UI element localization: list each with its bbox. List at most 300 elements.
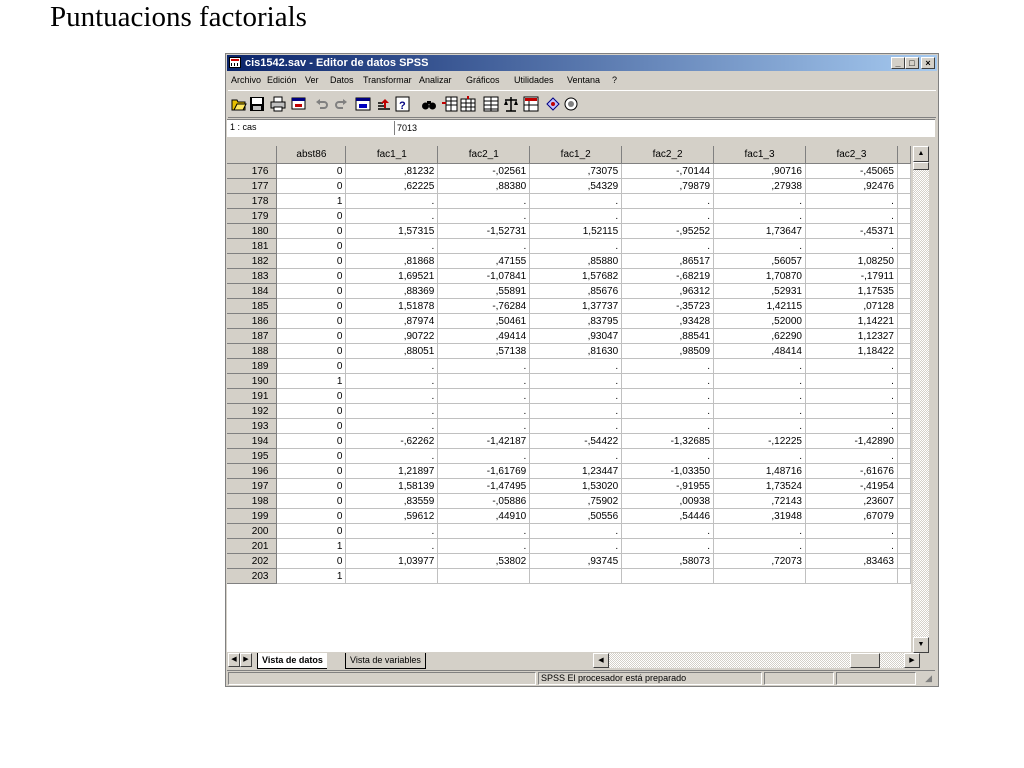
data-cell[interactable]: . <box>806 209 898 224</box>
data-cell[interactable]: ,72143 <box>714 494 806 509</box>
data-cell[interactable]: . <box>438 374 530 389</box>
data-cell[interactable]: . <box>806 404 898 419</box>
data-cell[interactable]: . <box>438 389 530 404</box>
data-cell[interactable]: . <box>346 524 438 539</box>
data-cell[interactable]: 0 <box>277 224 346 239</box>
data-cell[interactable]: . <box>714 209 806 224</box>
print-icon[interactable] <box>270 96 286 112</box>
data-cell[interactable]: 1,42115 <box>714 299 806 314</box>
maximize-button[interactable]: □ <box>905 57 919 69</box>
data-cell[interactable]: ,50556 <box>530 509 622 524</box>
menu-transformar[interactable]: Transformar <box>363 75 412 85</box>
data-cell[interactable]: ,96312 <box>622 284 714 299</box>
save-icon[interactable] <box>249 96 265 112</box>
weight-cases-icon[interactable] <box>503 96 519 112</box>
data-cell[interactable]: 1,18422 <box>806 344 898 359</box>
data-cell[interactable]: . <box>346 404 438 419</box>
data-cell[interactable]: 0 <box>277 314 346 329</box>
scroll-right-arrow-icon[interactable]: ▶ <box>904 653 920 668</box>
data-cell[interactable]: . <box>622 209 714 224</box>
data-cell[interactable]: 1,17535 <box>806 284 898 299</box>
data-cell[interactable]: . <box>714 449 806 464</box>
data-cell[interactable]: -1,42890 <box>806 434 898 449</box>
data-cell[interactable]: ,73075 <box>530 164 622 179</box>
row-number[interactable]: 177 <box>227 179 277 194</box>
column-header-fac1_2[interactable]: fac1_2 <box>530 146 622 164</box>
data-grid <box>227 146 911 652</box>
data-cell[interactable]: -1,07841 <box>438 269 530 284</box>
data-cell[interactable]: -,70144 <box>622 164 714 179</box>
undo-icon[interactable] <box>314 96 330 112</box>
data-cell[interactable]: . <box>438 404 530 419</box>
data-cell[interactable]: . <box>438 539 530 554</box>
data-cell[interactable]: 0 <box>277 494 346 509</box>
data-cell[interactable]: ,87974 <box>346 314 438 329</box>
data-cell[interactable]: . <box>346 239 438 254</box>
data-cell[interactable]: -1,03350 <box>622 464 714 479</box>
data-cell[interactable]: 0 <box>277 404 346 419</box>
data-cell[interactable]: ,07128 <box>806 299 898 314</box>
data-cell[interactable]: 0 <box>277 299 346 314</box>
data-cell[interactable]: . <box>714 239 806 254</box>
row-number[interactable]: 176 <box>227 164 277 179</box>
menu-help[interactable]: ? <box>612 75 618 85</box>
data-cell[interactable]: 1,14221 <box>806 314 898 329</box>
data-cell[interactable]: . <box>714 524 806 539</box>
data-cell[interactable]: ,56057 <box>714 254 806 269</box>
data-cell[interactable]: . <box>530 539 622 554</box>
data-cell[interactable]: -,61676 <box>806 464 898 479</box>
scroll-up-arrow-icon[interactable]: ▲ <box>913 146 929 162</box>
row-number[interactable]: 196 <box>227 464 277 479</box>
data-cell[interactable]: . <box>530 209 622 224</box>
menu-utilidades[interactable]: Utilidades <box>514 75 554 85</box>
data-cell[interactable]: 0 <box>277 509 346 524</box>
data-cell[interactable] <box>530 569 622 584</box>
row-number[interactable]: 179 <box>227 209 277 224</box>
spss-app-icon[interactable] <box>229 57 241 68</box>
data-cell[interactable]: ,47155 <box>438 254 530 269</box>
data-cell[interactable]: . <box>530 374 622 389</box>
data-cell[interactable]: ,57138 <box>438 344 530 359</box>
data-cell[interactable]: ,27938 <box>714 179 806 194</box>
data-cell[interactable]: -,68219 <box>622 269 714 284</box>
data-cell[interactable]: ,44910 <box>438 509 530 524</box>
minimize-button[interactable]: _ <box>891 57 905 69</box>
row-number[interactable]: 183 <box>227 269 277 284</box>
data-cell[interactable]: ,50461 <box>438 314 530 329</box>
data-cell[interactable]: 0 <box>277 434 346 449</box>
tab-scroll-right-icon[interactable]: ▶ <box>240 653 252 667</box>
data-cell[interactable]: . <box>806 359 898 374</box>
data-cell[interactable]: ,81868 <box>346 254 438 269</box>
data-cell[interactable]: . <box>438 194 530 209</box>
data-cell[interactable]: . <box>622 389 714 404</box>
table-row <box>227 374 911 389</box>
data-cell[interactable]: 1,58139 <box>346 479 438 494</box>
row-number[interactable]: 193 <box>227 419 277 434</box>
data-cell[interactable]: 0 <box>277 254 346 269</box>
data-cell[interactable]: ,31948 <box>714 509 806 524</box>
empty-cell <box>897 479 910 494</box>
data-cell[interactable]: 1,23447 <box>530 464 622 479</box>
empty-cell <box>897 224 910 239</box>
data-cell[interactable]: 1,08250 <box>806 254 898 269</box>
data-cell[interactable]: ,83463 <box>806 554 898 569</box>
data-cell[interactable]: . <box>806 524 898 539</box>
data-cell[interactable]: . <box>438 419 530 434</box>
scroll-left-arrow-icon[interactable]: ◀ <box>593 653 609 668</box>
data-cell[interactable]: 1,51878 <box>346 299 438 314</box>
data-cell[interactable]: 1,73647 <box>714 224 806 239</box>
data-cell[interactable]: ,58073 <box>622 554 714 569</box>
menu-ver[interactable]: Ver <box>305 75 319 85</box>
data-cell[interactable]: -,54422 <box>530 434 622 449</box>
empty-cell <box>897 494 910 509</box>
title-bar[interactable] <box>227 55 937 71</box>
corner-cell[interactable] <box>227 146 277 164</box>
menu-graficos[interactable]: Gráficos <box>466 75 500 85</box>
data-cell[interactable]: ,88380 <box>438 179 530 194</box>
insert-variable-icon[interactable] <box>460 96 476 112</box>
row-number[interactable]: 186 <box>227 314 277 329</box>
data-cell[interactable]: ,92476 <box>806 179 898 194</box>
menu-analizar[interactable]: Analizar <box>419 75 452 85</box>
data-cell[interactable]: . <box>622 239 714 254</box>
cell-value-field[interactable]: 7013 <box>394 121 934 135</box>
data-cell[interactable]: ,93745 <box>530 554 622 569</box>
data-cell[interactable]: ,85880 <box>530 254 622 269</box>
row-number[interactable]: 201 <box>227 539 277 554</box>
menu-edicion[interactable]: Edición <box>267 75 297 85</box>
empty-cell <box>897 299 910 314</box>
data-cell[interactable]: ,93047 <box>530 329 622 344</box>
row-number[interactable]: 197 <box>227 479 277 494</box>
data-cell[interactable]: 1 <box>277 569 346 584</box>
variables-icon[interactable] <box>395 96 411 112</box>
data-cell[interactable]: . <box>438 239 530 254</box>
data-cell[interactable]: . <box>714 359 806 374</box>
data-cell[interactable]: -,12225 <box>714 434 806 449</box>
data-cell[interactable]: 1 <box>277 194 346 209</box>
row-number[interactable]: 185 <box>227 299 277 314</box>
data-cell[interactable]: -,45065 <box>806 164 898 179</box>
data-cell[interactable]: ,88369 <box>346 284 438 299</box>
data-cell[interactable]: 0 <box>277 449 346 464</box>
data-cell[interactable]: . <box>438 209 530 224</box>
horizontal-scroll-thumb[interactable] <box>850 653 880 668</box>
row-number[interactable]: 202 <box>227 554 277 569</box>
data-cell[interactable]: . <box>622 194 714 209</box>
data-cell[interactable]: ,54446 <box>622 509 714 524</box>
data-cell[interactable]: 1 <box>277 539 346 554</box>
data-cell[interactable]: ,72073 <box>714 554 806 569</box>
value-labels-icon[interactable] <box>545 96 561 112</box>
data-cell[interactable]: 1,70870 <box>714 269 806 284</box>
column-header-fac2_3[interactable]: fac2_3 <box>806 146 898 164</box>
data-cell[interactable]: . <box>530 419 622 434</box>
data-cell[interactable]: . <box>346 374 438 389</box>
scroll-down-arrow-icon[interactable]: ▼ <box>913 637 929 653</box>
data-cell[interactable]: . <box>346 539 438 554</box>
data-cell[interactable]: . <box>438 524 530 539</box>
data-cell[interactable]: ,88541 <box>622 329 714 344</box>
data-cell[interactable]: -1,52731 <box>438 224 530 239</box>
data-cell[interactable]: 1,21897 <box>346 464 438 479</box>
data-cell[interactable]: ,52931 <box>714 284 806 299</box>
data-cell[interactable]: . <box>346 419 438 434</box>
data-cell[interactable]: ,55891 <box>438 284 530 299</box>
empty-cell <box>897 239 910 254</box>
data-cell[interactable] <box>346 569 438 584</box>
menu-archivo[interactable]: Archivo <box>231 75 262 85</box>
data-cell[interactable]: 0 <box>277 164 346 179</box>
table-row <box>227 299 911 314</box>
data-cell[interactable]: . <box>806 239 898 254</box>
data-cell[interactable]: . <box>346 209 438 224</box>
data-cell[interactable]: -,41954 <box>806 479 898 494</box>
data-cell[interactable]: -,35723 <box>622 299 714 314</box>
data-cell[interactable]: . <box>714 539 806 554</box>
data-cell[interactable]: 1 <box>277 374 346 389</box>
data-cell[interactable]: ,85676 <box>530 284 622 299</box>
data-cell[interactable]: 0 <box>277 479 346 494</box>
data-cell[interactable] <box>438 569 530 584</box>
data-cell[interactable]: 0 <box>277 179 346 194</box>
data-cell[interactable]: . <box>530 359 622 374</box>
data-cell[interactable]: . <box>806 449 898 464</box>
data-cell[interactable]: 0 <box>277 419 346 434</box>
data-cell[interactable]: 1,12327 <box>806 329 898 344</box>
row-number[interactable]: 189 <box>227 359 277 374</box>
dialog-recall-icon[interactable] <box>291 96 307 112</box>
empty-cell <box>897 389 910 404</box>
row-number[interactable]: 180 <box>227 224 277 239</box>
data-cell[interactable]: 0 <box>277 389 346 404</box>
data-cell[interactable]: -,62262 <box>346 434 438 449</box>
data-cell[interactable]: ,49414 <box>438 329 530 344</box>
use-sets-icon[interactable] <box>563 96 579 112</box>
row-number[interactable]: 195 <box>227 449 277 464</box>
row-number[interactable]: 194 <box>227 434 277 449</box>
data-cell[interactable]: ,00938 <box>622 494 714 509</box>
data-cell[interactable]: 1,57315 <box>346 224 438 239</box>
data-cell[interactable]: ,75902 <box>530 494 622 509</box>
data-cell[interactable]: 1,53020 <box>530 479 622 494</box>
row-number[interactable]: 190 <box>227 374 277 389</box>
select-cases-icon[interactable] <box>523 96 539 112</box>
find-icon[interactable] <box>421 96 437 112</box>
data-cell[interactable]: ,79879 <box>622 179 714 194</box>
data-cell[interactable]: ,62225 <box>346 179 438 194</box>
split-file-icon[interactable] <box>483 96 499 112</box>
data-cell[interactable]: . <box>530 194 622 209</box>
data-cell[interactable]: ,62290 <box>714 329 806 344</box>
tab-variable-view[interactable]: Vista de variables <box>345 653 426 669</box>
data-cell[interactable]: 0 <box>277 344 346 359</box>
data-cell[interactable]: 1,73524 <box>714 479 806 494</box>
data-cell[interactable]: 0 <box>277 284 346 299</box>
data-cell[interactable]: 0 <box>277 554 346 569</box>
data-cell[interactable]: -1,61769 <box>438 464 530 479</box>
data-cell[interactable]: . <box>530 449 622 464</box>
table-row <box>227 419 911 434</box>
empty-cell <box>897 344 910 359</box>
row-number[interactable]: 184 <box>227 284 277 299</box>
data-cell[interactable]: 0 <box>277 464 346 479</box>
data-cell[interactable]: -1,42187 <box>438 434 530 449</box>
data-cell[interactable]: -,95252 <box>622 224 714 239</box>
data-cell[interactable]: 0 <box>277 329 346 344</box>
row-number[interactable]: 187 <box>227 329 277 344</box>
data-cell[interactable] <box>806 569 898 584</box>
close-button[interactable]: × <box>921 57 935 69</box>
row-number[interactable]: 203 <box>227 569 277 584</box>
column-header-fac1_3[interactable]: fac1_3 <box>714 146 806 164</box>
table-row <box>227 464 911 479</box>
horizontal-scrollbar[interactable] <box>593 653 920 668</box>
data-cell[interactable]: . <box>622 374 714 389</box>
menu-ventana[interactable]: Ventana <box>567 75 601 85</box>
vertical-scrollbar[interactable] <box>913 146 929 653</box>
data-cell[interactable]: . <box>346 194 438 209</box>
header-row <box>227 146 911 164</box>
data-cell[interactable]: . <box>438 359 530 374</box>
data-cell[interactable]: -,45371 <box>806 224 898 239</box>
row-number[interactable]: 200 <box>227 524 277 539</box>
table-row <box>227 284 911 299</box>
empty-cell <box>897 464 910 479</box>
data-cell[interactable]: -,17911 <box>806 269 898 284</box>
data-cell[interactable]: . <box>622 419 714 434</box>
data-cell[interactable]: . <box>806 374 898 389</box>
data-cell[interactable]: . <box>622 449 714 464</box>
data-cell[interactable]: . <box>622 359 714 374</box>
data-cell[interactable]: ,23607 <box>806 494 898 509</box>
data-cell[interactable]: . <box>346 449 438 464</box>
column-header-fac2_2[interactable]: fac2_2 <box>622 146 714 164</box>
data-cell[interactable]: 0 <box>277 524 346 539</box>
data-cell[interactable]: . <box>622 404 714 419</box>
row-number[interactable]: 178 <box>227 194 277 209</box>
data-cell[interactable]: . <box>530 524 622 539</box>
data-cell[interactable]: -,76284 <box>438 299 530 314</box>
data-cell[interactable]: ,83559 <box>346 494 438 509</box>
table-row <box>227 254 911 269</box>
data-cell[interactable]: ,53802 <box>438 554 530 569</box>
data-cell[interactable]: . <box>530 239 622 254</box>
redo-icon[interactable] <box>333 96 349 112</box>
data-cell[interactable]: -,05886 <box>438 494 530 509</box>
data-cell[interactable]: . <box>346 359 438 374</box>
data-cell[interactable]: ,90722 <box>346 329 438 344</box>
data-cell[interactable]: . <box>530 389 622 404</box>
column-header-fac1_1[interactable]: fac1_1 <box>346 146 438 164</box>
data-cell[interactable]: -1,32685 <box>622 434 714 449</box>
data-cell[interactable]: . <box>530 404 622 419</box>
data-cell[interactable]: -,91955 <box>622 479 714 494</box>
resize-grip-icon[interactable]: ◢ <box>925 673 932 683</box>
goto-case-icon[interactable] <box>376 96 392 112</box>
data-cell[interactable]: ,86517 <box>622 254 714 269</box>
data-cell[interactable]: ,88051 <box>346 344 438 359</box>
data-cell[interactable]: ,52000 <box>714 314 806 329</box>
data-cell[interactable]: . <box>806 194 898 209</box>
menu-datos[interactable]: Datos <box>330 75 354 85</box>
data-cell[interactable]: 1,57682 <box>530 269 622 284</box>
data-cell[interactable]: 1,48716 <box>714 464 806 479</box>
data-cell[interactable]: ,81630 <box>530 344 622 359</box>
data-cell[interactable]: . <box>714 194 806 209</box>
column-header-abst86[interactable]: abst86 <box>277 146 346 164</box>
tab-scroll-left-icon[interactable]: ◀ <box>228 653 240 667</box>
data-cell[interactable]: 0 <box>277 209 346 224</box>
data-cell[interactable]: . <box>806 389 898 404</box>
tab-data-view[interactable]: Vista de datos <box>257 653 327 669</box>
goto-chart-icon[interactable] <box>355 96 371 112</box>
data-cell[interactable]: ,59612 <box>346 509 438 524</box>
table-row <box>227 494 911 509</box>
data-cell[interactable]: ,54329 <box>530 179 622 194</box>
data-cell[interactable]: . <box>438 449 530 464</box>
data-cell[interactable]: 1,52115 <box>530 224 622 239</box>
row-number[interactable]: 191 <box>227 389 277 404</box>
row-number[interactable]: 199 <box>227 509 277 524</box>
data-cell[interactable] <box>622 569 714 584</box>
data-cell[interactable]: ,93428 <box>622 314 714 329</box>
row-number[interactable]: 182 <box>227 254 277 269</box>
insert-case-icon[interactable] <box>442 96 458 112</box>
data-cell[interactable]: . <box>346 389 438 404</box>
data-cell[interactable]: ,83795 <box>530 314 622 329</box>
data-cell[interactable]: 0 <box>277 359 346 374</box>
data-cell[interactable]: -1,47495 <box>438 479 530 494</box>
data-cell[interactable]: . <box>806 539 898 554</box>
vertical-scroll-thumb[interactable] <box>913 162 929 170</box>
status-bar <box>227 670 935 687</box>
data-cell[interactable]: ,98509 <box>622 344 714 359</box>
data-cell[interactable]: 1,69521 <box>346 269 438 284</box>
data-cell[interactable]: 0 <box>277 269 346 284</box>
data-cell[interactable]: 0 <box>277 239 346 254</box>
table-row <box>227 434 911 449</box>
data-cell[interactable]: 1,03977 <box>346 554 438 569</box>
data-cell[interactable]: 1,37737 <box>530 299 622 314</box>
data-cell[interactable] <box>714 569 806 584</box>
table-row <box>227 179 911 194</box>
row-number[interactable]: 198 <box>227 494 277 509</box>
column-header-fac2_1[interactable]: fac2_1 <box>438 146 530 164</box>
data-cell[interactable]: ,81232 <box>346 164 438 179</box>
data-cell[interactable]: . <box>714 389 806 404</box>
row-number[interactable]: 192 <box>227 404 277 419</box>
data-cell[interactable]: -,02561 <box>438 164 530 179</box>
row-number[interactable]: 181 <box>227 239 277 254</box>
data-cell[interactable]: . <box>714 419 806 434</box>
empty-cell <box>897 404 910 419</box>
table-row <box>227 209 911 224</box>
data-cell[interactable]: ,67079 <box>806 509 898 524</box>
data-cell[interactable]: . <box>622 539 714 554</box>
data-cell[interactable]: . <box>806 419 898 434</box>
data-cell[interactable]: . <box>714 374 806 389</box>
row-number[interactable]: 188 <box>227 344 277 359</box>
open-icon[interactable] <box>231 96 247 112</box>
data-cell[interactable]: ,90716 <box>714 164 806 179</box>
data-cell[interactable]: . <box>714 404 806 419</box>
data-cell[interactable]: . <box>622 524 714 539</box>
data-cell[interactable]: ,48414 <box>714 344 806 359</box>
